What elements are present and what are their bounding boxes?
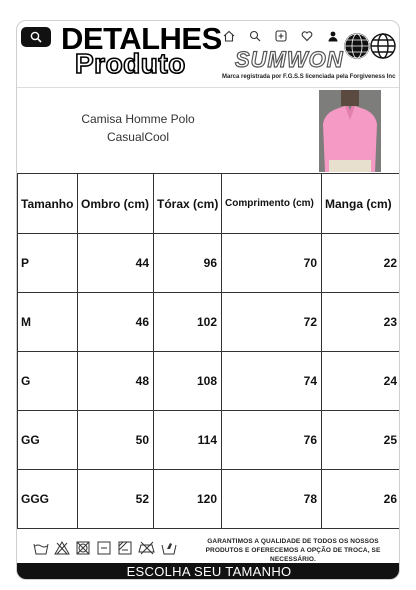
- brand-logo: SUMWON: [235, 47, 344, 72]
- no-tumble-dry-icon: [75, 541, 91, 555]
- table-cell: 26: [322, 470, 401, 529]
- table-header-cell: Ombro (cm): [78, 174, 154, 234]
- size-cell: G: [18, 352, 78, 411]
- size-cell: P: [18, 234, 78, 293]
- wash-icon: [33, 541, 49, 555]
- table-cell: 46: [78, 293, 154, 352]
- table-cell: 76: [222, 411, 322, 470]
- table-cell: 108: [154, 352, 222, 411]
- table-cell: 25: [322, 411, 401, 470]
- header: [17, 21, 400, 87]
- table-cell: 72: [222, 293, 322, 352]
- table-header-cell: Tórax (cm): [154, 174, 222, 234]
- table-cell: 102: [154, 293, 222, 352]
- guarantee-text: GARANTIMOS A QUALIDADE DE TODOS OS NOSSOS PRODUTOS E OFERECEMOS A OPÇÃO DE TROCA, SE NECESSÁRIO.: [205, 538, 381, 563]
- title-detalhes: DETALHES: [61, 21, 222, 56]
- size-guide-card: [16, 20, 400, 580]
- size-table: [17, 173, 400, 529]
- table-cell: 114: [154, 411, 222, 470]
- dry-shade-icon: [117, 541, 133, 555]
- table-cell: 50: [78, 411, 154, 470]
- table-row: [18, 293, 401, 352]
- product-photo: [319, 90, 381, 172]
- table-cell: 74: [222, 352, 322, 411]
- search-icon[interactable]: [249, 29, 263, 43]
- no-iron-icon: [138, 541, 156, 555]
- table-cell: 96: [154, 234, 222, 293]
- table-cell: 78: [222, 470, 322, 529]
- table-cell: 22: [322, 234, 401, 293]
- nav-icons: [223, 29, 343, 45]
- table-header-cell: Comprimento (cm): [222, 174, 322, 234]
- size-cell: GGG: [18, 470, 78, 529]
- title-produto: Produto: [75, 48, 186, 79]
- table-cell: 24: [322, 352, 401, 411]
- trademark-note: Marca registrada por F.G.S.S licenciada pela Forgiveness Inc: [222, 74, 396, 80]
- table-cell: 48: [78, 352, 154, 411]
- product-name: Camisa Homme Polo CasualCool: [81, 112, 195, 144]
- size-cell: GG: [18, 411, 78, 470]
- dry-flat-icon: [96, 541, 112, 555]
- table-row: [18, 470, 401, 529]
- table-cell: 52: [78, 470, 154, 529]
- table-row: [18, 411, 401, 470]
- add-icon[interactable]: [275, 29, 289, 43]
- globe-icon: [343, 31, 399, 61]
- no-bleach-icon: [54, 541, 70, 555]
- care-icons: [33, 541, 183, 557]
- table-header-cell: Manga (cm): [322, 174, 401, 234]
- table-header-row: [18, 174, 401, 234]
- home-icon[interactable]: [223, 29, 237, 43]
- product-section: [17, 87, 400, 173]
- search-button[interactable]: [21, 27, 51, 47]
- table-cell: 120: [154, 470, 222, 529]
- user-icon[interactable]: [327, 29, 341, 43]
- heart-icon[interactable]: [301, 29, 315, 43]
- table-cell: 23: [322, 293, 401, 352]
- table-header-cell: Tamanho: [18, 174, 78, 234]
- choose-size-bar: ESCOLHA SEU TAMANHO: [17, 563, 400, 580]
- table-cell: 70: [222, 234, 322, 293]
- search-icon: [30, 31, 42, 43]
- table-row: [18, 352, 401, 411]
- table-row: [18, 234, 401, 293]
- table-cell: 44: [78, 234, 154, 293]
- care-section: [17, 533, 400, 563]
- size-cell: M: [18, 293, 78, 352]
- hand-wash-icon: [161, 541, 177, 555]
